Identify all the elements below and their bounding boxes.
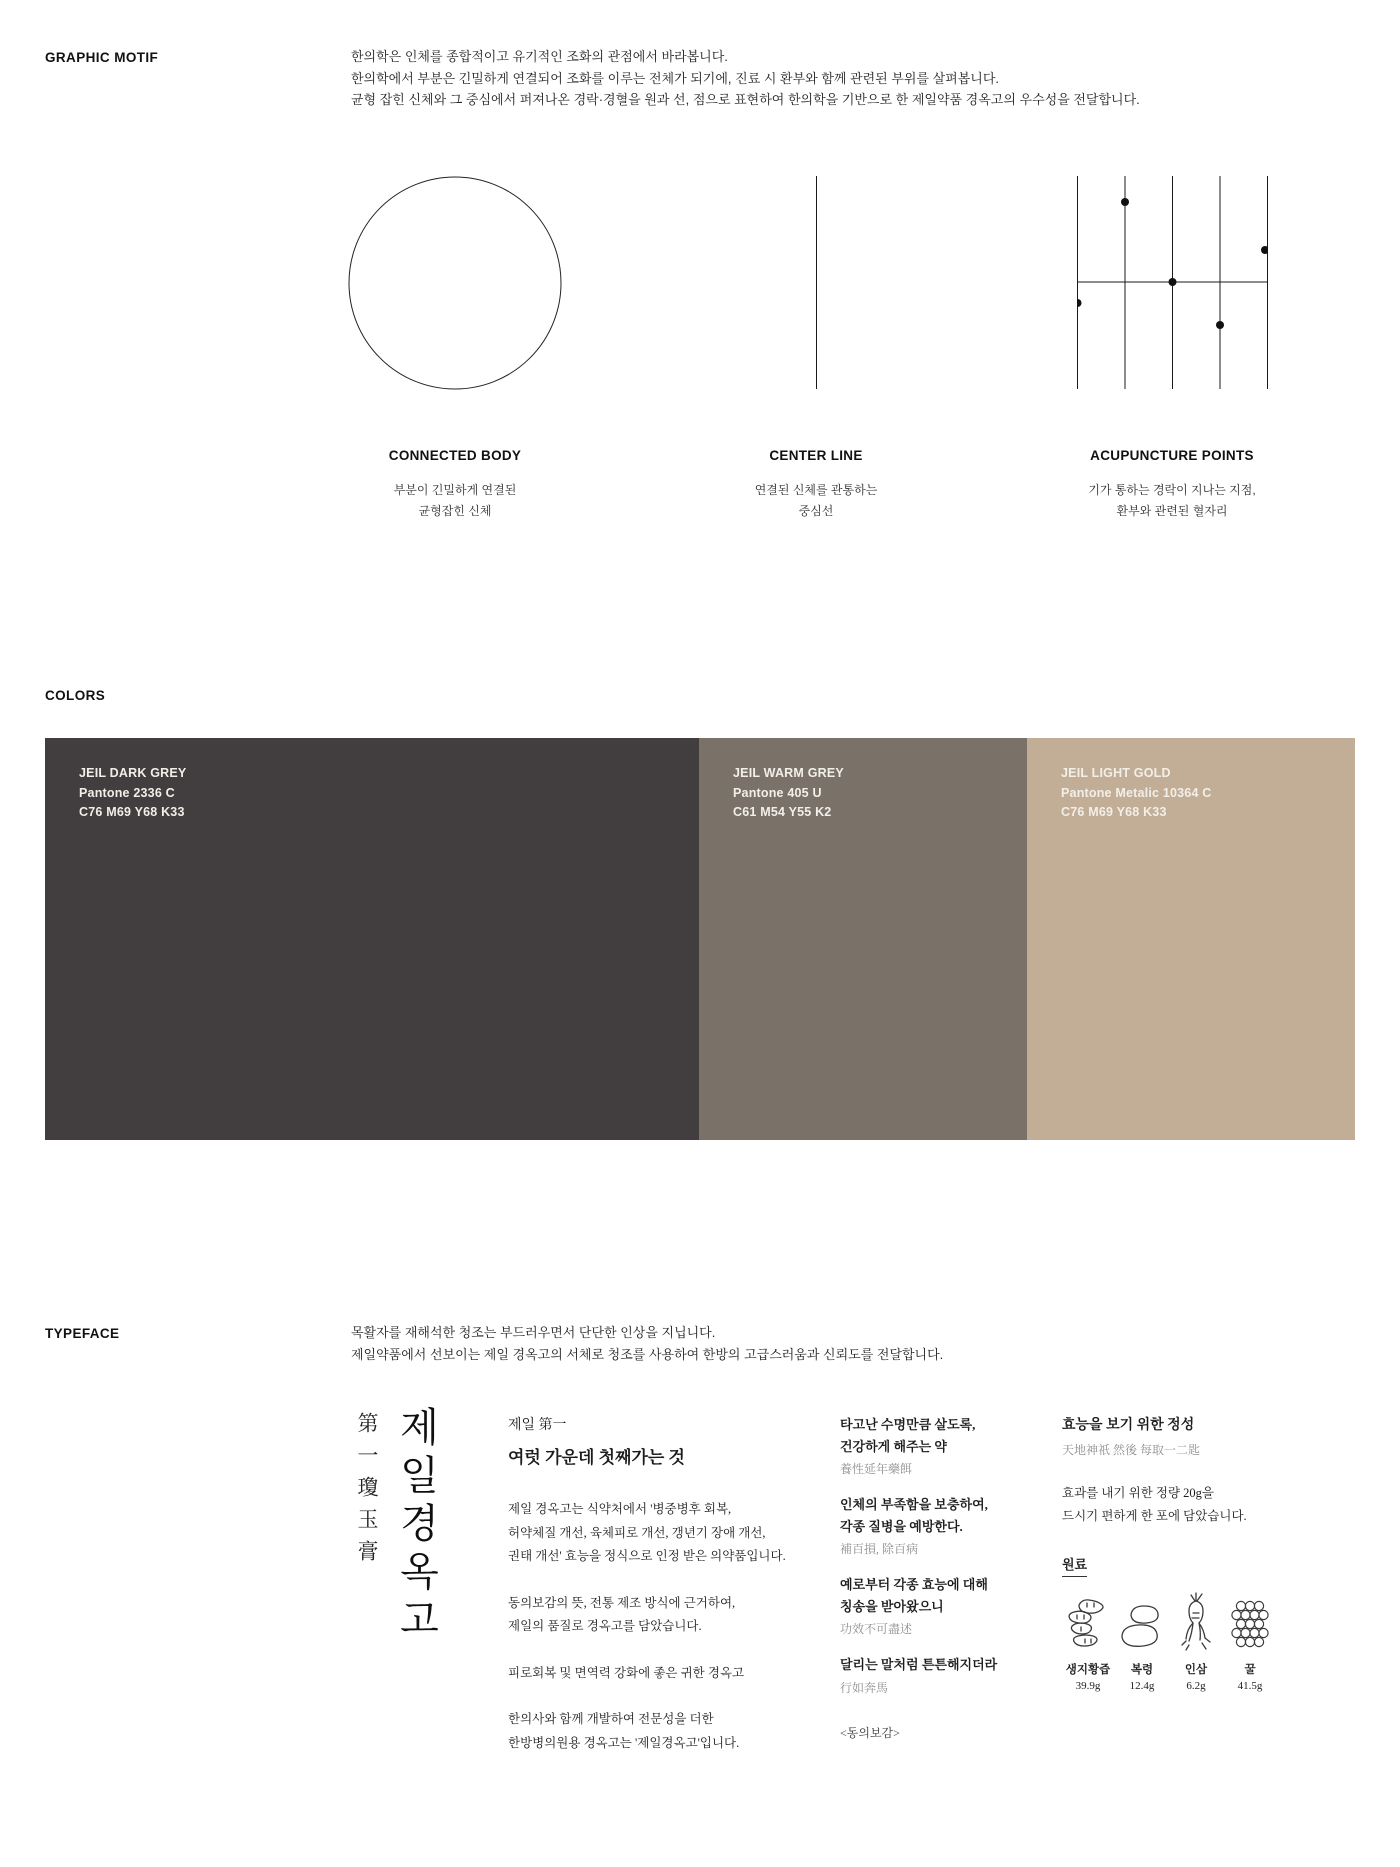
specimen-column-1 <box>508 1414 808 1778</box>
section-label-graphic-motif: GRAPHIC MOTIF <box>45 50 159 65</box>
motif-item-label: CONNECTED BODY <box>388 448 522 463</box>
swatch-name: JEIL WARM GREY <box>733 766 844 780</box>
poria-icon <box>1119 1599 1165 1653</box>
specimen-paragraph: 제일 경옥고는 식약처에서 '병중병후 회복, 허약체질 개선, 육체피로 개선, 갱년기 장애 개선, 권태 개선' 효능을 정식으로 인정 받은 의약품입니다. <box>508 1502 786 1563</box>
honeycomb-icon <box>1227 1597 1273 1653</box>
swatch-cmyk: C76 M69 Y68 K33 <box>79 805 185 819</box>
motif-item-caption: 기가 통하는 경락이 지나는 지점, 환부와 관련된 혈자리 <box>1088 483 1256 518</box>
quote-line: 칭송을 받아왔으니 <box>840 1598 944 1614</box>
efficacy-heading: 효능을 보기 위한 정성 <box>1062 1418 1195 1433</box>
typeface-intro <box>351 1322 943 1365</box>
swatch-name: JEIL LIGHT GOLD <box>1061 766 1171 780</box>
motif-intro-line: 한의학은 인체를 종합적이고 유기적인 조화의 관점에서 바라봅니다. <box>351 49 728 64</box>
connected-body-circle-graphic <box>348 176 562 390</box>
motif-item-caption: 연결된 신체를 관통하는 중심선 <box>754 483 878 518</box>
quote-line: 건강하게 해주는 약 <box>840 1438 947 1454</box>
quote-line: 각종 질병을 예방한다. <box>840 1518 963 1534</box>
specimen-headline-large: 여럿 가운데 첫째가는 것 <box>508 1448 685 1467</box>
color-swatch-warm-grey <box>699 738 1027 1140</box>
center-line-graphic <box>816 176 817 389</box>
efficacy-hanja: 天地神祇 然後 每取一二匙 <box>1062 1443 1201 1457</box>
quote-line: 인체의 부족함을 보충하여, <box>840 1497 988 1512</box>
ginseng-icon <box>1179 1591 1213 1653</box>
swatch-pantone: Pantone 405 U <box>733 785 822 800</box>
vertical-hangul-headline: 제일경옥고 <box>394 1406 439 1646</box>
acupuncture-points-graphic <box>1077 176 1268 389</box>
efficacy-paragraph: 효과를 내기 위한 정량 20g을 드시기 편하게 한 포에 담았습니다. <box>1062 1486 1247 1523</box>
swatch-cmyk: C61 M54 Y55 K2 <box>733 805 832 819</box>
ingredient-item: 꿀 41.5g <box>1224 1597 1276 1692</box>
quote-hanja: 補百損, 除百病 <box>840 1542 919 1556</box>
specimen-column-2 <box>840 1414 1055 1741</box>
quote-line: 예로부터 각종 효능에 대해 <box>840 1577 988 1592</box>
motif-item-label: CENTER LINE <box>769 448 863 463</box>
rehmannia-root-icon <box>1065 1595 1111 1653</box>
section-label-colors: COLORS <box>45 688 106 703</box>
ingredient-item: 복령 12.4g <box>1116 1599 1168 1692</box>
ingredient-item: 인삼 6.2g <box>1170 1591 1222 1692</box>
specimen-column-3 <box>1062 1414 1322 1692</box>
motif-intro <box>351 46 1140 111</box>
quote-line: 타고난 수명만큼 살도록, <box>840 1417 976 1432</box>
section-label-typeface: TYPEFACE <box>45 1326 120 1341</box>
ingredient-list <box>1062 1591 1276 1692</box>
quote-line: 달리는 말처럼 튼튼해지더라 <box>840 1657 998 1672</box>
specimen-paragraph: 한의사와 함께 개발하여 전문성을 더한 한방병의원용 경옥고는 '제일경옥고'입니다. <box>508 1712 740 1750</box>
color-swatch-dark-grey <box>45 738 699 1140</box>
typeface-intro-line: 목활자를 재해석한 청조는 부드러우면서 단단한 인상을 지닙니다. <box>351 1325 716 1340</box>
quote-hanja: 行如奔馬 <box>840 1680 889 1695</box>
color-swatch-light-gold <box>1027 738 1355 1140</box>
specimen-headline-small: 제일 第一 <box>508 1418 567 1433</box>
color-swatch-strip <box>45 738 1355 1140</box>
swatch-cmyk: C76 M69 Y68 K33 <box>1061 805 1167 819</box>
specimen-paragraph: 동의보감의 뜻, 전통 제조 방식에 근거하여, 제일의 품질로 경옥고를 담았습니다. <box>508 1595 736 1633</box>
materials-label: 원료 <box>1062 1554 1087 1577</box>
swatch-pantone: Pantone 2336 C <box>79 785 175 800</box>
vertical-hanja-headline: 第一瓊玉膏 <box>355 1412 379 1572</box>
motif-intro-line: 한의학에서 부분은 긴밀하게 연결되어 조화를 이루는 전체가 되기에, 진료 시 환부와 함께 관련된 부위를 살펴봅니다. <box>351 70 1000 86</box>
swatch-name: JEIL DARK GREY <box>79 766 187 780</box>
motif-intro-line: 균형 잡힌 신체와 그 중심에서 퍼져나온 경락·경혈을 원과 선, 점으로 표현하여 한의학을 기반으로 한 제일약품 경옥고의 우수성을 전달합니다. <box>351 92 1140 107</box>
typeface-intro-line: 제일약품에서 선보이는 제일 경옥고의 서체로 청조를 사용하여 한방의 고급스러움과 신뢰도를 전달합니다. <box>351 1346 944 1362</box>
quote-hanja: 功效不可盡述 <box>840 1622 913 1636</box>
motif-item-label: ACUPUNCTURE POINTS <box>1090 448 1254 463</box>
quote-source: <동의보감> <box>840 1725 900 1740</box>
ingredient-item: 생지황즙 39.9g <box>1062 1595 1114 1692</box>
swatch-pantone: Pantone Metalic 10364 C <box>1061 785 1212 800</box>
specimen-paragraph: 피로회복 및 면역력 강화에 좋은 귀한 경옥고 <box>508 1665 745 1680</box>
motif-item-caption: 부분이 긴밀하게 연결된 균형잡힌 신체 <box>393 483 517 518</box>
quote-hanja: 養性延年藥餌 <box>840 1462 913 1476</box>
